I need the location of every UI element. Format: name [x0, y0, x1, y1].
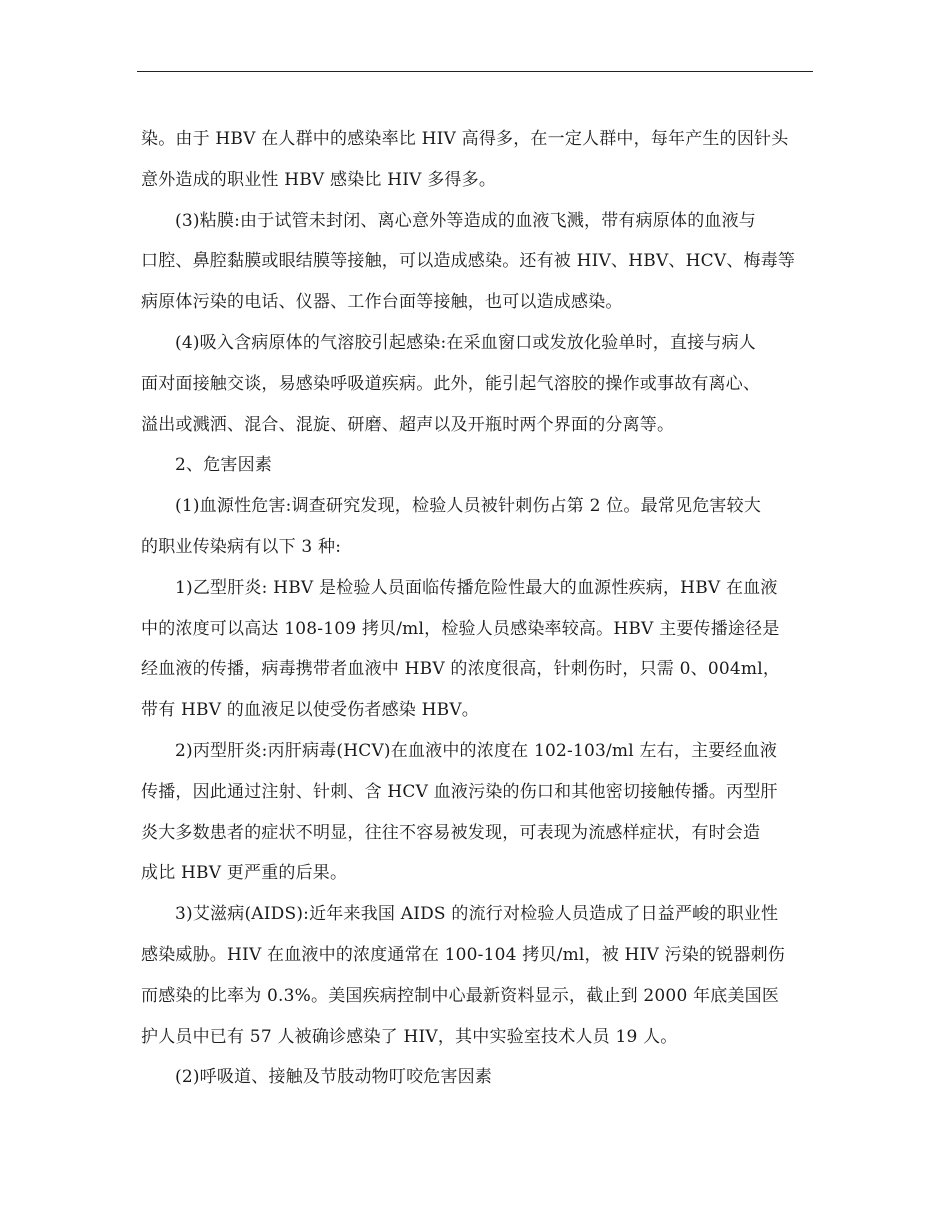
text-line: 而感染的比率为 0.3%。美国疾病控制中心最新资料显示，截止到 2000 年底美国医: [141, 985, 780, 1006]
paragraph: [141, 329, 813, 451]
text-line: 传播，因此通过注射、针刺、含 HCV 血液污染的伤口和其他密切接触传播。丙型肝: [141, 781, 778, 802]
text-line: (2)呼吸道、接触及节肢动物叮咬危害因素: [175, 1067, 493, 1088]
text-line: 中的浓度可以高达 108-109 拷贝/ml，检验人员感染率较高。HBV 主要传播途径是: [141, 618, 780, 639]
text-line: 意外造成的职业性 HBV 感染比 HIV 多得多。: [141, 169, 497, 190]
text-line: 护人员中已有 57 人被确诊感染了 HIV，其中实验室技术人员 19 人。: [141, 1026, 678, 1047]
document-body: [141, 125, 813, 1104]
text-line: 的职业传染病有以下 3 种:: [141, 536, 342, 557]
text-line: 1)乙型肝炎: HBV 是检验人员面临传播危险性最大的血源性疾病，HBV 在血液: [175, 577, 778, 598]
header-rule: [137, 71, 813, 72]
text-line: 感染威胁。HIV 在血液中的浓度通常在 100-104 拷贝/ml，被 HIV 污染的锐器刺伤: [141, 944, 785, 965]
text-line: 炎大多数患者的症状不明显，往往不容易被发现，可表现为流感样症状，有时会造: [141, 822, 761, 843]
paragraph: [141, 1063, 813, 1104]
text-line: 病原体污染的电话、仪器、工作台面等接触，也可以造成感染。: [141, 292, 623, 313]
paragraph: [141, 207, 813, 329]
paragraph: [141, 574, 813, 737]
text-line: 口腔、鼻腔黏膜或眼结膜等接触，可以造成感染。还有被 HIV、HBV、HCV、梅毒等: [141, 251, 796, 272]
text-line: 面对面接触交谈，易感染呼吸道疾病。此外，能引起气溶胶的操作或事故有离心、: [141, 373, 761, 394]
paragraph: [141, 900, 813, 1063]
section-heading: [141, 451, 813, 492]
paragraph: [141, 492, 813, 574]
text-line: 成比 HBV 更严重的后果。: [141, 863, 348, 884]
text-line: (4)吸入含病原体的气溶胶引起感染:在采血窗口或发放化验单时，直接与病人: [175, 332, 757, 353]
text-line: 带有 HBV 的血液足以使受伤者感染 HBV。: [141, 700, 480, 721]
paragraph: [141, 737, 813, 900]
paragraph: [141, 125, 813, 207]
text-line: 2)丙型肝炎:丙肝病毒(HCV)在血液中的浓度在 102-103/ml 左右，主要经血液: [175, 740, 778, 761]
text-line: 染。由于 HBV 在人群中的感染率比 HIV 高得多，在一定人群中，每年产生的因针头: [141, 129, 789, 149]
text-line: (3)粘膜:由于试管未封闭、离心意外等造成的血液飞溅，带有病原体的血液与: [175, 210, 757, 231]
text-line: 2、危害因素: [175, 455, 273, 476]
text-line: 溢出或溅洒、混合、混旋、研磨、超声以及开瓶时两个界面的分离等。: [141, 414, 675, 435]
text-line: 3)艾滋病(AIDS):近年来我国 AIDS 的流行对检验人员造成了日益严峻的职业性: [175, 904, 779, 925]
text-line: (1)血源性危害:调查研究发现，检验人员被针刺伤占第 2 位。最常见危害较大: [175, 496, 762, 517]
text-line: 经血液的传播，病毒携带者血液中 HBV 的浓度很高，针刺伤时，只需 0、004ml，: [141, 659, 781, 680]
